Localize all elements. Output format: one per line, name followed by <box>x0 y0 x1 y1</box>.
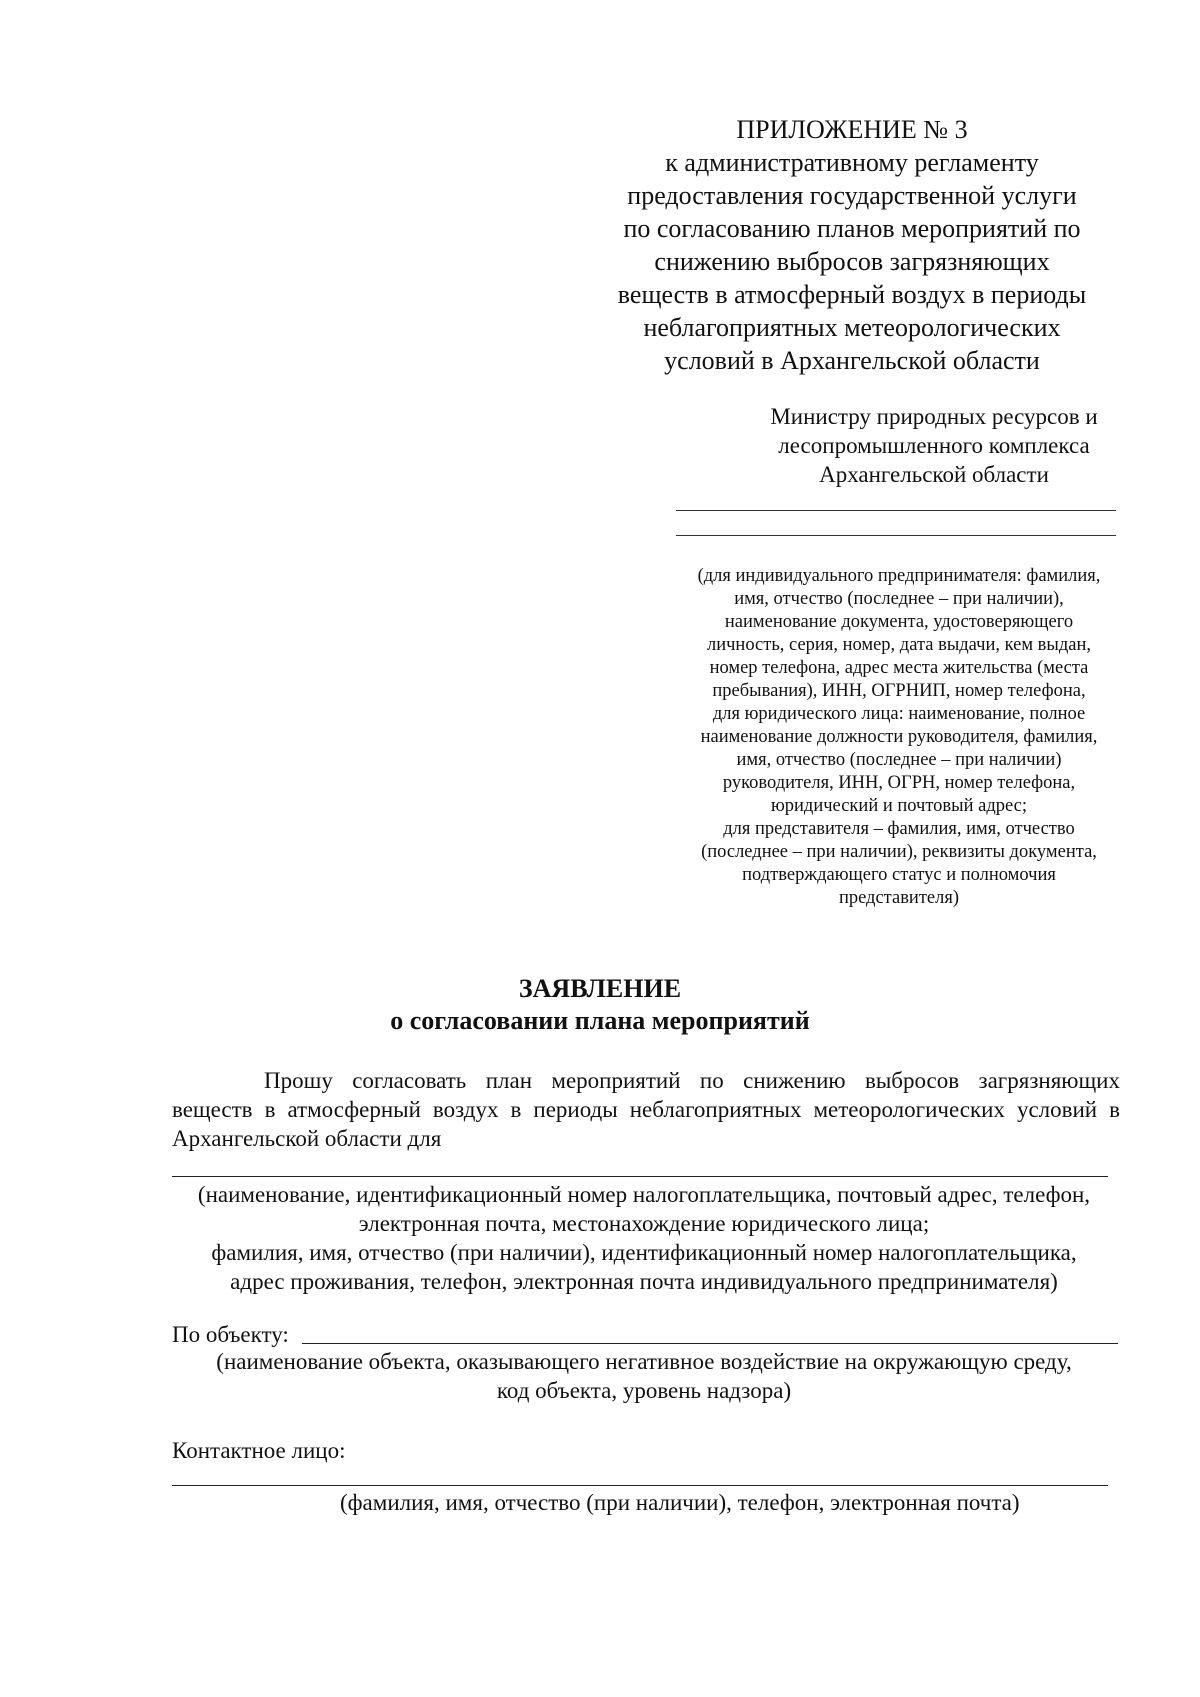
applicant-fill-line[interactable] <box>676 535 1116 536</box>
addressee <box>744 402 1124 489</box>
applicant-note-line: для юридического лица: наименование, полное <box>712 704 1086 724</box>
applicant-note-line: (для индивидуального предпринимателя: фамилия, <box>697 566 1101 586</box>
organization-note-line: (наименование, идентификационный номер налогоплательщика, почтовый адрес, телефон, <box>197 1182 1091 1207</box>
applicant-note-line: юридический и почтовый адрес; <box>770 796 1028 816</box>
contact-note <box>340 1488 1110 1517</box>
contact-note-line: (фамилия, имя, отчество (при наличии), телефон, электронная почта) <box>340 1490 1020 1515</box>
contact-label: Контактное лицо: <box>172 1438 346 1463</box>
applicant-note-line: наименование должности руководителя, фамилия, <box>700 727 1098 747</box>
organization-note-line: адрес проживания, телефон, электронная почта индивидуального предпринимателя) <box>230 1269 1058 1294</box>
organization-note-line: электронная почта, местонахождение юридического лица; <box>358 1211 930 1236</box>
addressee-line: Министру природных ресурсов и <box>770 404 1098 429</box>
applicant-note-line: для представителя – фамилия, имя, отчество <box>723 819 1075 839</box>
applicant-note-line: пребывания), ИНН, ОГРНИП, номер телефона, <box>712 681 1086 701</box>
addressee-line: лесопромышленного комплекса <box>778 433 1090 458</box>
object-label: По объекту: <box>172 1322 289 1347</box>
applicant-note-line: имя, отчество (последнее – при наличии), <box>734 589 1064 609</box>
appendix-line: к административному регламенту <box>665 148 1039 177</box>
applicant-fill-line[interactable] <box>676 510 1116 511</box>
appendix-line: веществ в атмосферный воздух в периоды <box>617 280 1087 309</box>
document-subtitle: о согласовании плана мероприятий <box>390 1006 810 1035</box>
appendix-line: неблагоприятных метеорологических <box>643 313 1061 342</box>
appendix-line: снижению выбросов загрязняющих <box>654 247 1050 276</box>
document-title: ЗАЯВЛЕНИЕ <box>518 974 682 1003</box>
applicant-note-line: подтверждающего статус и полномочия <box>742 865 1056 885</box>
applicant-note-line: руководителя, ИНН, ОГРН, номер телефона, <box>722 773 1076 793</box>
addressee-line: Архангельской области <box>819 462 1049 487</box>
request-line: Архангельской области для <box>172 1126 442 1151</box>
object-note-line: (наименование объекта, оказывающего негативное воздействие на окружающую среду, <box>216 1349 1072 1374</box>
organization-fill-line[interactable] <box>172 1176 1108 1177</box>
object-note <box>160 1347 1128 1405</box>
applicant-note-line: (последнее – при наличии), реквизиты документа, <box>701 842 1097 862</box>
contact-fill-line[interactable] <box>172 1485 1108 1486</box>
object-fill-line[interactable] <box>302 1343 1118 1344</box>
appendix-line: по согласованию планов мероприятий по <box>623 214 1081 243</box>
appendix-header <box>592 113 1112 377</box>
object-note-line: код объекта, уровень надзора) <box>496 1378 792 1403</box>
request-line: Прошу согласовать план мероприятий по снижению выбросов загрязняющих <box>264 1068 1120 1093</box>
applicant-note-line: наименование документа, удостоверяющего <box>724 612 1074 632</box>
request-paragraph <box>172 1066 1120 1153</box>
applicant-note-line: номер телефона, адрес места жительства (места <box>709 658 1089 678</box>
organization-note <box>160 1180 1128 1296</box>
appendix-line: предоставления государственной услуги <box>627 181 1077 210</box>
applicant-note <box>664 565 1134 910</box>
request-line: веществ в атмосферный воздух в периоды неблагоприятных метеорологических условий в <box>172 1097 1120 1122</box>
appendix-line: условий в Архангельской области <box>664 346 1040 375</box>
appendix-number: ПРИЛОЖЕНИЕ № 3 <box>736 115 968 144</box>
applicant-note-line: личность, серия, номер, дата выдачи, кем выдан, <box>707 635 1091 655</box>
applicant-note-line: представителя) <box>838 888 960 908</box>
applicant-note-line: имя, отчество (последнее – при наличии) <box>736 750 1062 770</box>
organization-note-line: фамилия, имя, отчество (при наличии), идентификационный номер налогоплательщика, <box>211 1240 1077 1265</box>
